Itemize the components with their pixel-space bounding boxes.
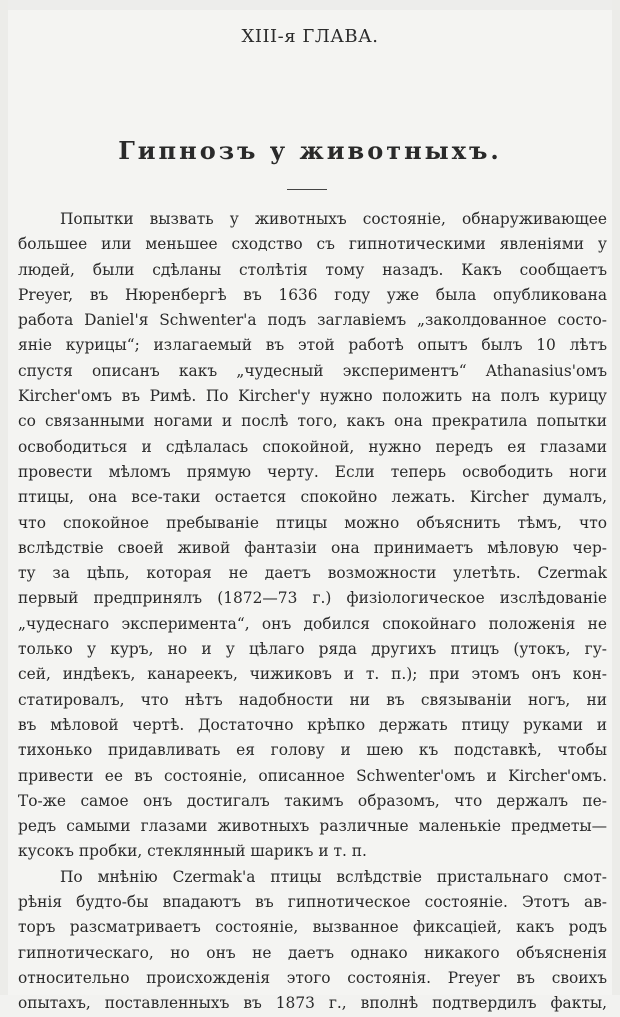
text-line: янiе курицы“; излагаемый въ этой работѣ опытъ былъ 10 лѣтъ [18, 336, 607, 355]
text-line: ту за цѣпь, которая не даетъ возможности улетѣть. Czermak [18, 564, 607, 583]
text-line: По мнѣнiю Czermak'а птицы вслѣдствiе пристальнаго смот- [60, 867, 607, 886]
text-line: относительно происхожденiя этого состоянiя. Preyer въ своихъ [18, 968, 607, 987]
page-edge-top [8, 0, 612, 10]
text-line: со связанными ногами и послѣ того, какъ она прекратила попытки [18, 412, 607, 431]
text-line: рѣнiя будто-бы впадаютъ въ гипнотическое состоянiе. Этотъ ав- [18, 893, 607, 912]
text-line: птицы, она все-таки остается спокойно лежать. Kircher думалъ, [18, 488, 607, 507]
text-line: людей, были сдѣланы столѣтiя тому назадъ. Какъ сообщаетъ [18, 260, 607, 279]
text-line: „чудеснаго эксперимента“, онъ добился спокойнаго положенiя не [18, 614, 607, 633]
title-divider [287, 189, 327, 190]
text-line: То-же самое онъ достигалъ такимъ образомъ, что держалъ пе- [18, 791, 607, 810]
text-line: спустя описанъ какъ „чудесный экспериментъ“ Athanasius'омъ [18, 361, 607, 380]
text-line: въ мѣловой чертѣ. Достаточно крѣпко держать птицу руками и [18, 715, 607, 734]
text-line: Kircher'омъ въ Римѣ. По Kircher'у нужно положить на полъ курицу [18, 387, 607, 406]
text-line: большее или меньшее сходство съ гипнотическими явленiями у [18, 235, 607, 254]
text-line: что спокойное пребыванiе птицы можно объяснить тѣмъ, что [18, 513, 607, 532]
text-line: первый предпринялъ (1872—73 г.) физiологическое изслѣдованiе [18, 589, 607, 608]
text-line: сей, индѣекъ, канареекъ, чижиковъ и т. п.); при этомъ онъ кон- [18, 665, 607, 684]
body-text [18, 207, 607, 1017]
text-line: привести ее въ состоянiе, описанное Schwenter'омъ и Kircher'омъ. [18, 766, 607, 785]
chapter-title: Гипнозъ у животныхъ. [118, 136, 502, 165]
text-line: редъ самыми глазами животныхъ различные маленькiе предметы— [18, 817, 607, 836]
text-line: освободиться и сдѣлалась спокойной, нужно передъ ея глазами [18, 437, 607, 456]
text-line: опытахъ, поставленныхъ въ 1873 г., вполнѣ подтвердилъ факты, [18, 994, 607, 1013]
text-line: работа Daniel'я Schwenter'а подъ заглавiемъ „заколдованное состо- [18, 311, 607, 330]
text-line: провести мѣломъ прямую черту. Если теперь освободить ноги [18, 462, 607, 481]
text-line: гипнотическаго, но онъ не даетъ однако никакого объясненiя [18, 943, 607, 962]
text-line: Preyer, въ Нюренбергѣ въ 1636 году уже была опубликована [18, 285, 607, 304]
text-line: только у куръ, но и у цѣлаго ряда другихъ птицъ (утокъ, гу- [18, 640, 607, 659]
text-line: торъ разсматриваетъ состоянiе, вызванное фиксацiей, какъ родъ [18, 918, 607, 937]
text-line: тихонько придавливать ея голову и шею къ подставкѣ, чтобы [18, 741, 607, 760]
chapter-heading: XIII-я ГЛАВА. [241, 26, 379, 47]
text-line: вслѣдствiе своей живой фантазiи она принимаетъ мѣловую чер- [18, 538, 607, 557]
text-line: кусокъ пробки, стеклянный шарикъ и т. п. [18, 842, 367, 861]
text-line: статировалъ, что нѣтъ надобности ни въ связыванiи ногъ, ни [18, 690, 607, 709]
text-line: Попытки вызвать у животныхъ состоянiе, обнаруживающее [60, 210, 607, 228]
